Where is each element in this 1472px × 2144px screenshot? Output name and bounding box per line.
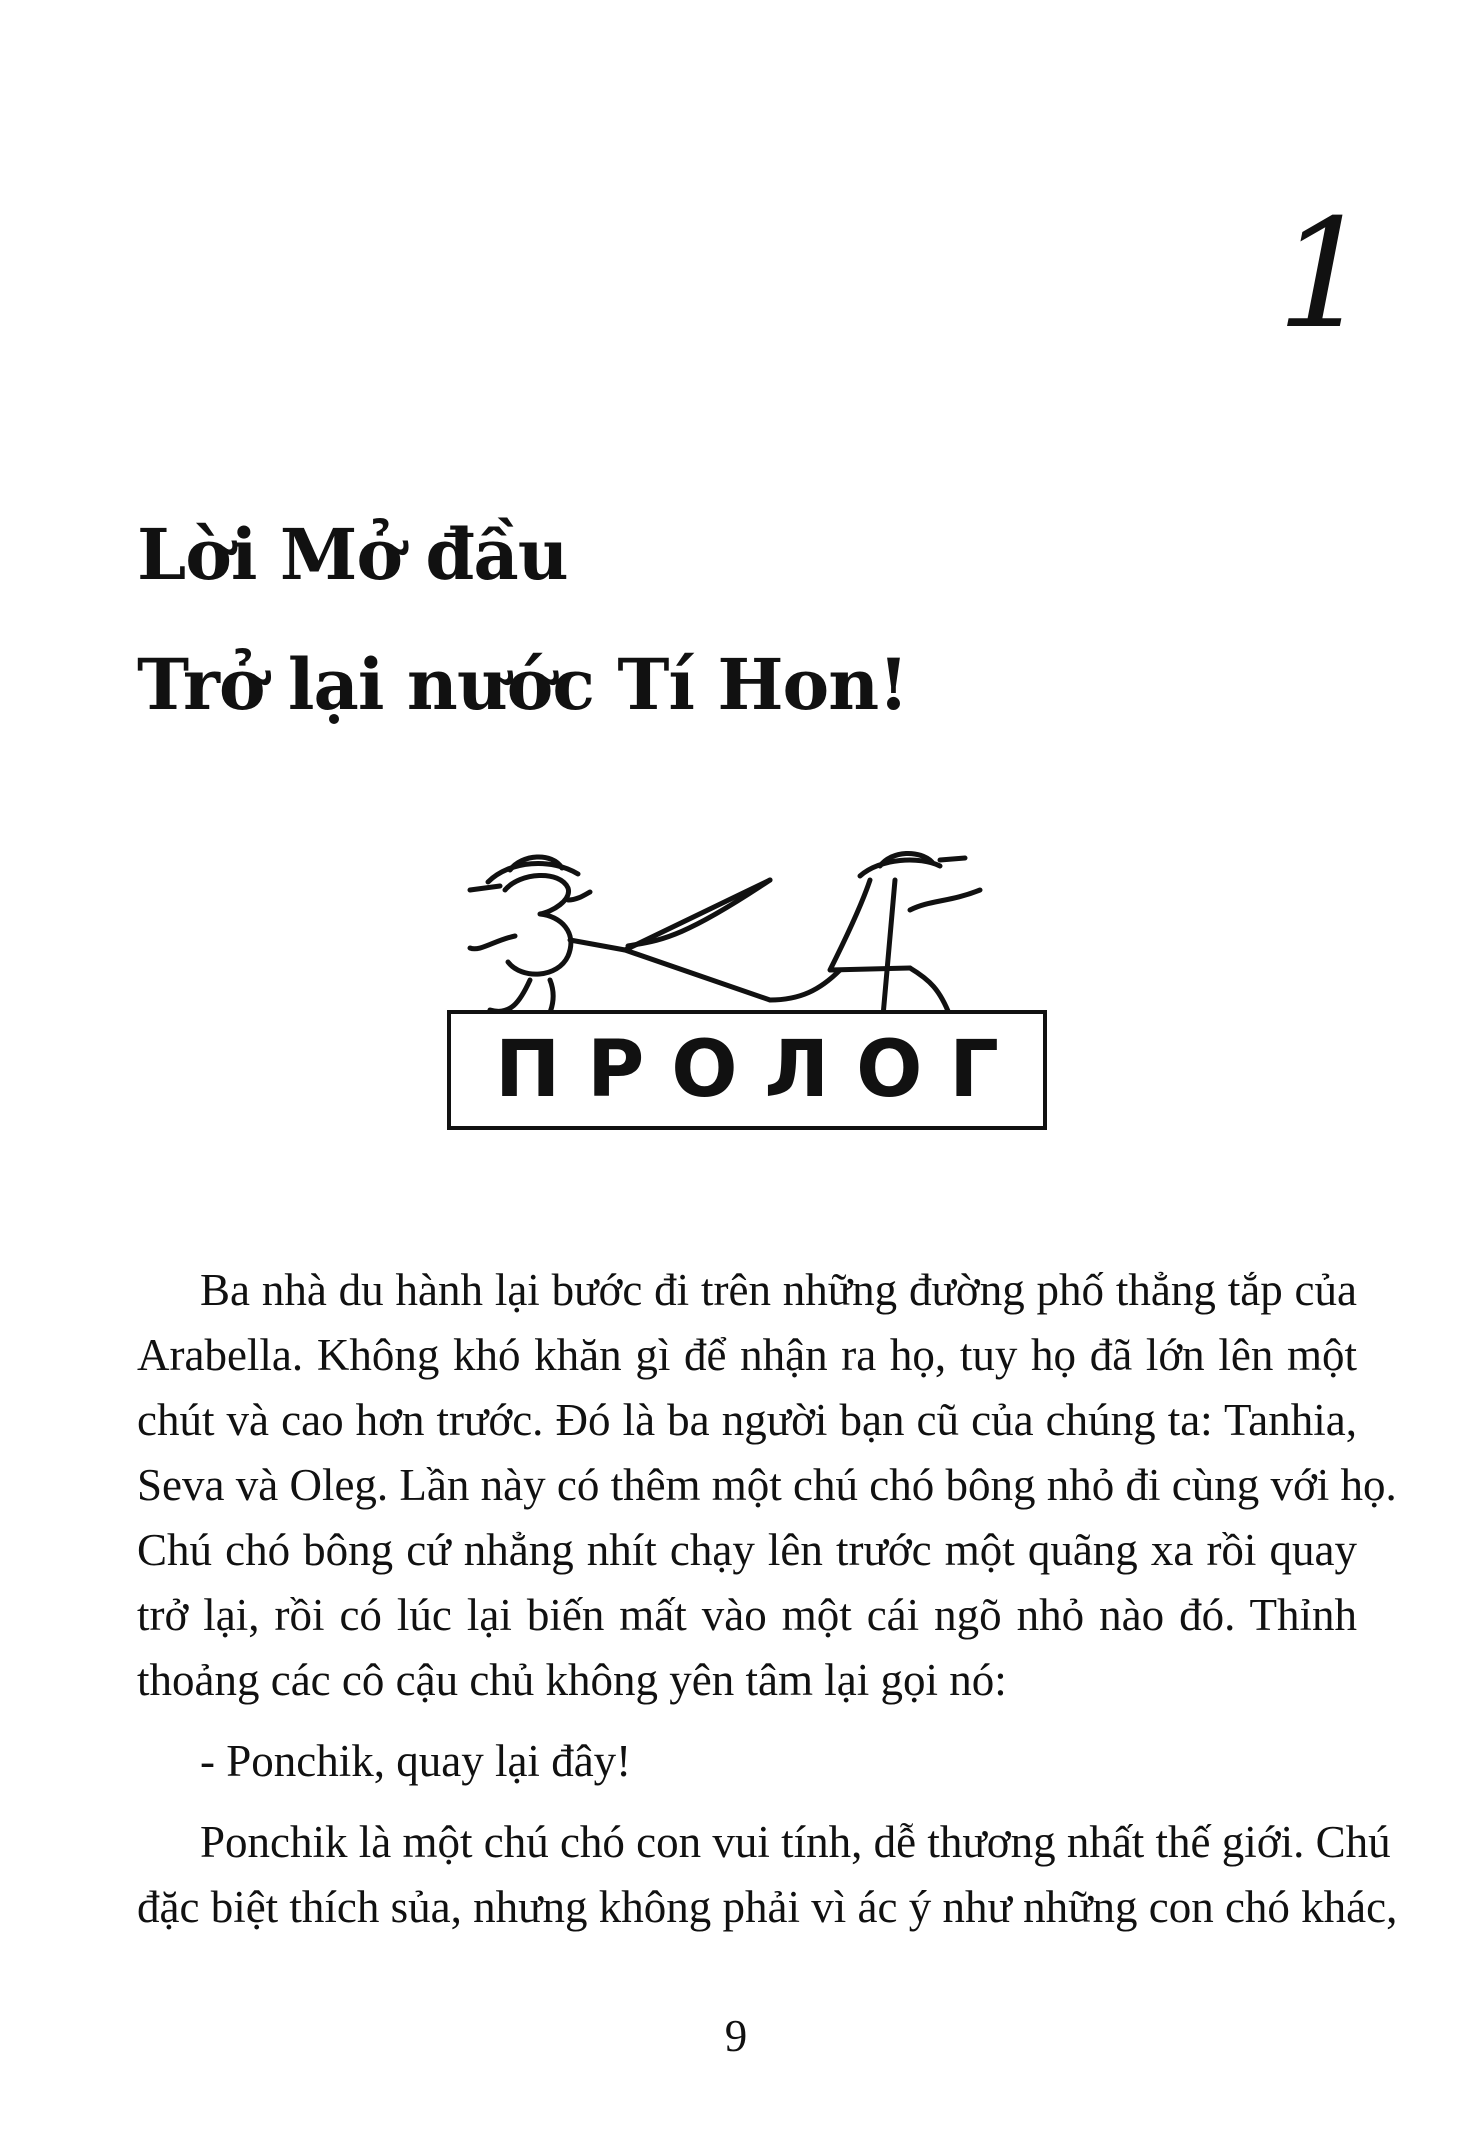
- figure-four-right-arm: [910, 890, 980, 910]
- figure-four-cap-brim: [860, 860, 940, 876]
- figure-four-left-arm: [770, 970, 840, 1000]
- paragraph: [137, 1258, 1397, 1713]
- text-line: Seva và Oleg. Lần này có thêm một chú chó bông nhỏ đi cùng với họ.: [137, 1460, 1397, 1510]
- figure-three-right-arm: [570, 940, 625, 950]
- figure-three-left-leg: [490, 980, 530, 1011]
- text-line: Ba nhà du hành lại bước đi trên những đường phố thẳng tắp của: [200, 1265, 1357, 1315]
- chapter-title-line-1: Lời Mở đầu: [137, 513, 568, 596]
- figure-three-tassel: [470, 886, 500, 890]
- pull-rope-lower: [625, 950, 770, 1000]
- figure-three-body: [505, 875, 571, 974]
- paragraph: [137, 1810, 1398, 1940]
- prologue-letter: П: [495, 1025, 561, 1115]
- text-line: Ponchik là một chú chó con vui tính, dễ thương nhất thế giới. Chú: [200, 1817, 1391, 1867]
- text-line: thoảng các cô cậu chủ không yên tâm lại gọi nó:: [137, 1655, 1007, 1705]
- prologue-letter: Р: [587, 1025, 645, 1115]
- pull-rope-upper: [625, 880, 770, 950]
- prologue-letter: О: [671, 1025, 738, 1115]
- paragraph: [137, 1729, 1357, 1794]
- body-text: [137, 1258, 1398, 1956]
- chapter-number: 1: [1276, 188, 1372, 362]
- text-line: Arabella. Không khó khăn gì để nhận ra họ, tuy họ đã lớn lên một: [137, 1330, 1357, 1380]
- text-line: chút và cao hơn trước. Đó là ba người bạn cũ của chúng ta: Tanhia,: [137, 1395, 1357, 1445]
- prologue-letter: Г: [949, 1025, 999, 1115]
- page-number: 9: [724, 2011, 748, 2061]
- figure-four-leg: [910, 968, 950, 1016]
- figure-three-cap-brim: [488, 864, 578, 882]
- prologue-sign: [447, 1010, 1047, 1130]
- text-line: đặc biệt thích sủa, nhưng không phải vì ác ý như những con chó khác,: [137, 1882, 1398, 1932]
- text-line: trở lại, rồi có lúc lại biến mất vào một cái ngõ nhỏ nào đó. Thỉnh: [137, 1590, 1357, 1640]
- figure-three-face: [568, 892, 590, 900]
- text-line: Chú chó bông cứ nhẳng nhít chạy lên trước một quãng xa rồi quay: [137, 1525, 1357, 1575]
- figure-four-diagonal: [830, 880, 910, 970]
- text-line: - Ponchik, quay lại đây!: [200, 1736, 632, 1786]
- chapter-title-line-2: Trở lại nước Tí Hon!: [137, 643, 908, 726]
- prologue-letter: О: [856, 1025, 923, 1115]
- figure-three-left-arm: [470, 936, 515, 949]
- prologue-letter: Л: [764, 1025, 830, 1115]
- figure-four-tassel: [940, 858, 965, 860]
